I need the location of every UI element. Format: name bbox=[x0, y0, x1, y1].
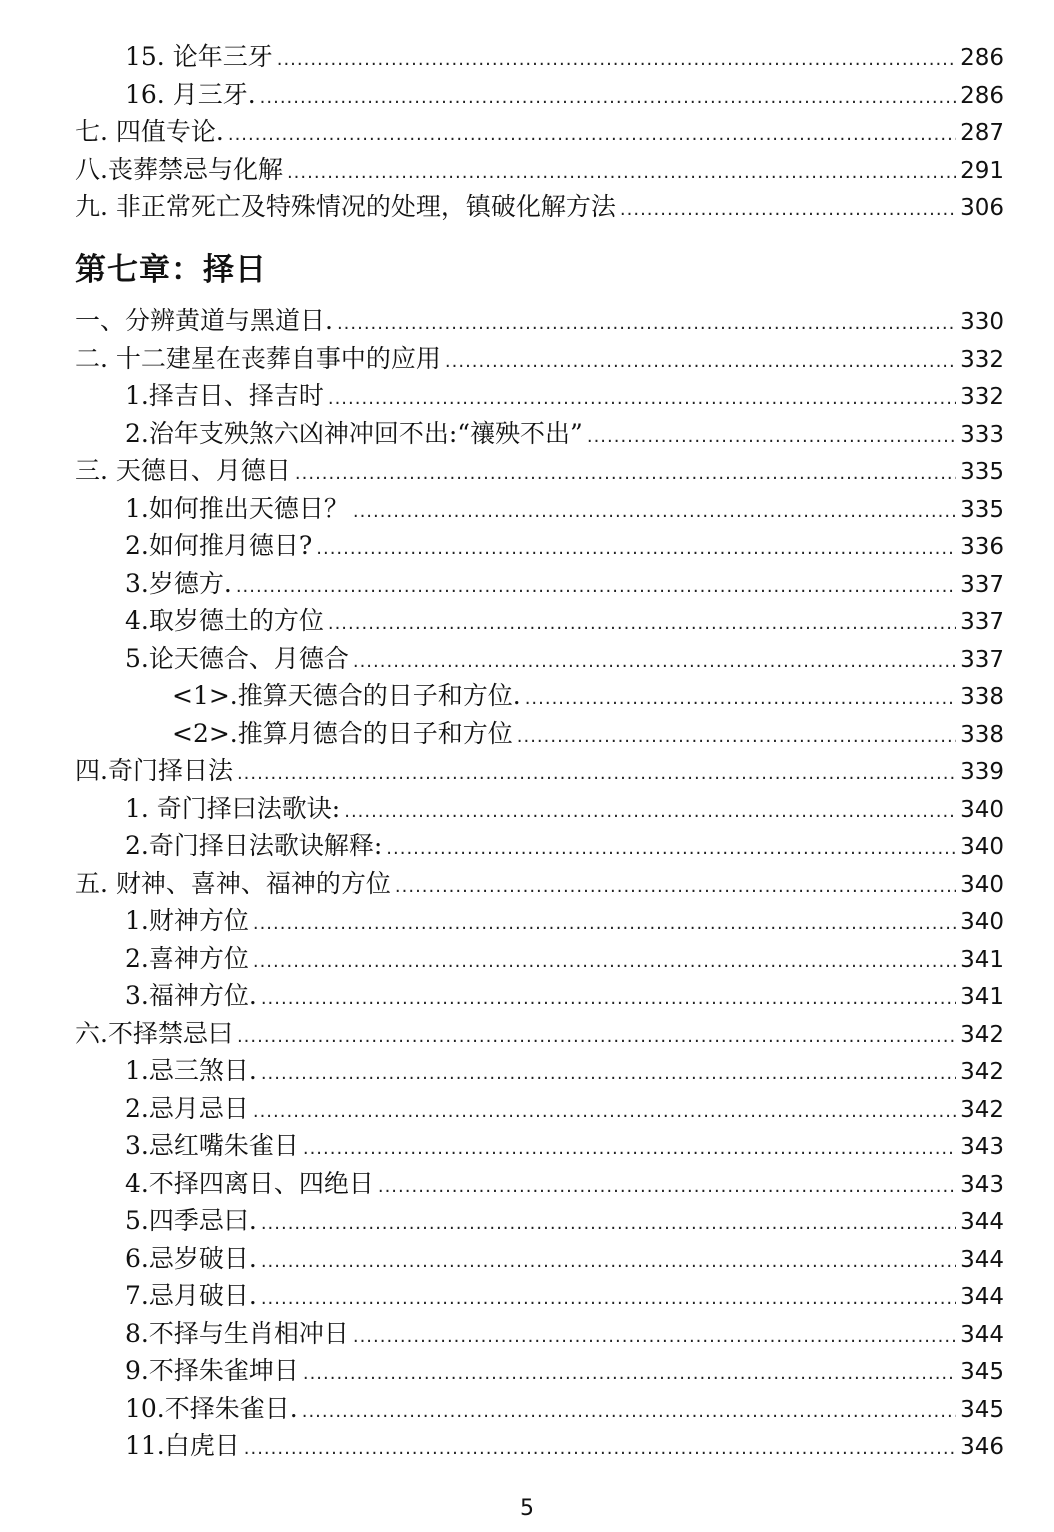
toc-entry-page: 344 bbox=[960, 1284, 1004, 1310]
toc-entry bbox=[75, 113, 1004, 150]
toc-dot-leader bbox=[395, 868, 956, 905]
toc-entry-page: 340 bbox=[960, 834, 1004, 860]
toc-entry-label: 二. 十二建星在丧葬自事中的应用 bbox=[75, 343, 441, 373]
toc-entry-label: 2.如何推月德日? bbox=[125, 531, 313, 560]
toc-entry-page: 286 bbox=[960, 82, 1004, 109]
toc-entry bbox=[125, 1090, 1004, 1127]
toc-entry bbox=[75, 188, 1004, 225]
toc-entry bbox=[125, 38, 1004, 75]
toc-entry-page: 337 bbox=[960, 646, 1004, 673]
toc-entry-page: 333 bbox=[960, 421, 1004, 448]
toc-dot-leader bbox=[244, 1430, 956, 1467]
toc-entry bbox=[172, 677, 1004, 714]
toc-entry-label: 16. 月三牙. bbox=[125, 79, 256, 109]
toc-entry bbox=[125, 1315, 1004, 1352]
toc-dot-leader bbox=[587, 418, 956, 455]
toc-entry-page: 337 bbox=[960, 571, 1004, 598]
toc-entry-page: 344 bbox=[960, 1209, 1004, 1235]
toc-dot-leader bbox=[253, 943, 956, 980]
toc-entry bbox=[125, 940, 1004, 977]
toc-entry-label: 三. 天德日、月德日 bbox=[75, 456, 291, 485]
toc-dot-leader bbox=[237, 1018, 956, 1055]
toc-dot-leader bbox=[328, 605, 956, 642]
toc-entry bbox=[125, 902, 1004, 939]
toc-entry-label: 2.喜神方位 bbox=[125, 943, 249, 973]
toc-entry-page: 286 bbox=[960, 45, 1004, 71]
toc-entry bbox=[125, 790, 1004, 827]
toc-entry-label: 11.白虎日 bbox=[125, 1431, 240, 1460]
toc-entry bbox=[125, 527, 1004, 564]
toc-entry bbox=[125, 640, 1004, 677]
toc-entry-page: 337 bbox=[960, 609, 1004, 635]
toc-entry-page: 335 bbox=[960, 496, 1004, 523]
toc-dot-leader bbox=[261, 1243, 956, 1280]
toc-entry-page: 345 bbox=[960, 1396, 1004, 1423]
toc-entry-label: 8.不择与生肖相冲日 bbox=[125, 1318, 349, 1348]
toc-entry-label: 七. 四值专论. bbox=[75, 117, 224, 146]
toc-entry-label: 5.四季忌曰. bbox=[125, 1206, 257, 1235]
toc-entry-page: 338 bbox=[960, 721, 1004, 748]
toc-dot-leader bbox=[261, 980, 956, 1017]
toc-dot-leader bbox=[525, 680, 956, 717]
toc-entry bbox=[125, 977, 1004, 1014]
toc-entry-page: 340 bbox=[960, 796, 1004, 823]
toc-dot-leader bbox=[353, 1318, 956, 1355]
toc-dot-leader bbox=[253, 1093, 956, 1130]
toc-dot-leader bbox=[337, 305, 956, 342]
toc-entry-page: 291 bbox=[960, 157, 1004, 184]
toc-entry bbox=[125, 76, 1004, 113]
toc-dot-leader bbox=[386, 830, 956, 867]
toc-entry-label: 4.取岁德土的方位 bbox=[125, 606, 324, 635]
toc-entry bbox=[125, 1427, 1004, 1464]
toc-entry bbox=[125, 1127, 1004, 1164]
toc-entry-label: 五. 财神、喜神、福神的方位 bbox=[75, 868, 391, 898]
toc-entry-label: 1.财神方位 bbox=[125, 906, 249, 935]
toc-entry-label: 1. 奇门择曰法歌诀: bbox=[125, 793, 341, 823]
toc-entry-label: <1>.推算天德合的日子和方位. bbox=[172, 681, 521, 710]
toc-entry bbox=[125, 1277, 1004, 1314]
toc-entry-page: 338 bbox=[960, 684, 1004, 710]
toc-entry-page: 342 bbox=[960, 1059, 1004, 1085]
toc-entry bbox=[125, 1390, 1004, 1427]
toc-dot-leader bbox=[517, 718, 956, 755]
toc-entry-page: 346 bbox=[960, 1434, 1004, 1460]
toc-entry bbox=[75, 302, 1004, 339]
toc-entry-label: 六.不择禁忌曰 bbox=[75, 1018, 233, 1048]
toc-entry-label: 15. 论年三牙 bbox=[125, 42, 273, 71]
toc-entry bbox=[125, 1240, 1004, 1277]
toc-entry-label: 八.丧葬禁忌与化解 bbox=[75, 154, 283, 184]
toc-entry bbox=[75, 752, 1004, 789]
toc-dot-leader bbox=[261, 1280, 956, 1317]
toc-dot-leader bbox=[303, 1130, 956, 1167]
toc-entry-label: 10.不择朱雀日. bbox=[125, 1393, 298, 1423]
toc-entry bbox=[125, 1202, 1004, 1239]
toc-dot-leader bbox=[287, 154, 956, 191]
toc-dot-leader bbox=[277, 41, 956, 78]
toc-entry-page: 306 bbox=[960, 195, 1004, 221]
toc-dot-leader bbox=[303, 1355, 956, 1392]
toc-entry-label: 一、分辨黄道与黑道日. bbox=[75, 306, 333, 335]
chapter-title: 第七章：择日 bbox=[75, 252, 267, 288]
toc-entry-page: 287 bbox=[960, 120, 1004, 146]
toc-entry-page: 330 bbox=[960, 309, 1004, 335]
toc-entry bbox=[75, 1015, 1004, 1052]
toc-entry bbox=[172, 715, 1004, 752]
toc-entry-page: 341 bbox=[960, 946, 1004, 973]
toc-entry-page: 344 bbox=[960, 1246, 1004, 1273]
toc-entry-page: 340 bbox=[960, 909, 1004, 935]
toc-entry-label: 2.忌月忌日 bbox=[125, 1093, 249, 1123]
toc-entry bbox=[75, 151, 1004, 188]
toc-dot-leader bbox=[328, 380, 956, 417]
toc-entry-label: 四.奇门择日法 bbox=[75, 756, 233, 785]
toc-entry bbox=[125, 602, 1004, 639]
toc-dot-leader bbox=[236, 568, 956, 605]
toc-entry bbox=[75, 340, 1004, 377]
toc-entry bbox=[125, 377, 1004, 414]
toc-entry-page: 343 bbox=[960, 1171, 1004, 1198]
toc-dot-leader bbox=[620, 191, 956, 228]
toc-entry-label: 九. 非正常死亡及特殊情况的处理，镇破化解方法 bbox=[75, 192, 616, 221]
toc-entry bbox=[125, 827, 1004, 864]
toc-dot-leader bbox=[445, 343, 956, 380]
toc-entry-label: 7.忌月破日. bbox=[125, 1281, 257, 1310]
toc-entry-page: 342 bbox=[960, 1096, 1004, 1123]
page-number: 5 bbox=[520, 1496, 534, 1521]
toc-dot-leader bbox=[253, 905, 956, 942]
toc-entry-label: 2.治年支殃煞六凶神冲回不出:“禳殃不出” bbox=[125, 418, 583, 448]
toc-entry-label: 1.择吉日、择吉时 bbox=[125, 381, 324, 410]
toc-entry-label: 3.忌红嘴朱雀日 bbox=[125, 1131, 299, 1160]
toc-entry-page: 341 bbox=[960, 984, 1004, 1010]
toc-dot-leader bbox=[295, 455, 956, 492]
toc-entry-label: <2>.推算月德合的日子和方位 bbox=[172, 718, 513, 748]
toc-entry-label: 3.岁德方. bbox=[125, 568, 232, 598]
toc-dot-leader bbox=[261, 1205, 956, 1242]
toc-dot-leader bbox=[261, 1055, 956, 1092]
toc-entry-page: 339 bbox=[960, 759, 1004, 785]
toc-dot-leader bbox=[316, 530, 956, 567]
toc-entry bbox=[125, 415, 1004, 452]
toc-dot-leader bbox=[237, 755, 956, 792]
toc-entry-label: 1.如何推出天德日？ bbox=[125, 493, 349, 523]
toc-entry-label: 9.不择朱雀坤日 bbox=[125, 1356, 299, 1385]
toc-entry-page: 332 bbox=[960, 384, 1004, 410]
toc-dot-leader bbox=[378, 1168, 956, 1205]
toc-entry-label: 3.福神方位. bbox=[125, 981, 257, 1010]
toc-entry bbox=[75, 865, 1004, 902]
toc-entry-label: 4.不择四离日、四绝日 bbox=[125, 1168, 374, 1198]
toc-entry-label: 1.忌三煞日. bbox=[125, 1056, 257, 1085]
toc-dot-leader bbox=[344, 793, 956, 830]
toc-dot-leader bbox=[260, 79, 956, 116]
toc-entry bbox=[75, 452, 1004, 489]
toc-entry bbox=[125, 1052, 1004, 1089]
toc-dot-leader bbox=[228, 116, 956, 153]
toc-entry-label: 5.论天德合、月德合 bbox=[125, 643, 349, 673]
toc-entry-page: 332 bbox=[960, 346, 1004, 373]
toc-dot-leader bbox=[353, 493, 956, 530]
toc-entry-page: 345 bbox=[960, 1359, 1004, 1385]
toc-entry-page: 340 bbox=[960, 871, 1004, 898]
toc-entry-label: 2.奇门择日法歌诀解释: bbox=[125, 831, 383, 860]
toc-entry-label: 6.忌岁破日. bbox=[125, 1243, 257, 1273]
toc-dot-leader bbox=[353, 643, 956, 680]
toc-entry-page: 344 bbox=[960, 1321, 1004, 1348]
toc-entry-page: 342 bbox=[960, 1021, 1004, 1048]
toc-entry-page: 335 bbox=[960, 459, 1004, 485]
toc-entry-page: 336 bbox=[960, 534, 1004, 560]
toc-entry bbox=[125, 565, 1004, 602]
toc-dot-leader bbox=[302, 1393, 956, 1430]
toc-entry bbox=[125, 1165, 1004, 1202]
toc-entry-page: 343 bbox=[960, 1134, 1004, 1160]
toc-entry bbox=[125, 1352, 1004, 1389]
toc-entry bbox=[125, 490, 1004, 527]
